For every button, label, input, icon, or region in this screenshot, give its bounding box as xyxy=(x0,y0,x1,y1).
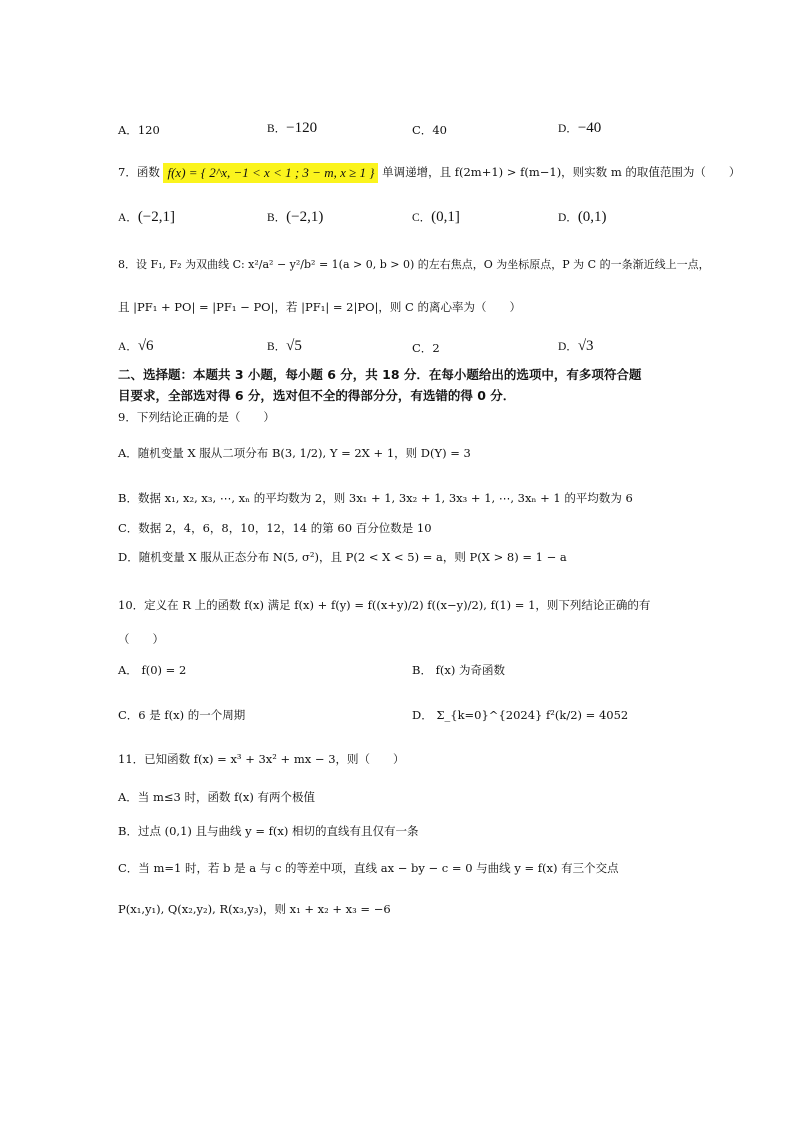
q7-option-c: C．(0,1] xyxy=(412,209,460,225)
q6-option-a: A．120 xyxy=(118,123,160,137)
q8-option-a: A．√6 xyxy=(118,338,154,354)
q11-option-b: B．过点 (0,1) 且与曲线 y = f(x) 相切的直线有且仅有一条 xyxy=(118,824,419,838)
q6-option-c: C．40 xyxy=(412,123,447,137)
q10-option-b: B． f(x) 为奇函数 xyxy=(412,663,505,677)
q7-option-a: A．(−2,1] xyxy=(118,209,176,225)
q10-stem: 10．定义在 R 上的函数 f(x) 满足 f(x) + f(y) = f((x+y)/2) f((x−y)/2), f(1) = 1，则下列结论正确的有 xyxy=(118,598,651,612)
q9-option-c: C．数据 2，4，6，8，10，12，14 的第 60 百分位数是 10 xyxy=(118,521,432,535)
q6-option-b: B．−120 xyxy=(267,120,318,136)
q8-option-d: D．√3 xyxy=(558,338,594,354)
q9-option-b: B．数据 x₁, x₂, x₃, ⋯, xₙ 的平均数为 2，则 3x₁ + 1, 3x₂ + 1, 3x₃ + 1, ⋯, 3xₙ + 1 的平均数为 6 xyxy=(118,491,633,505)
q10-stem-paren: （ ） xyxy=(118,632,164,646)
q8-option-c: C．2 xyxy=(412,341,440,355)
q9-stem: 9．下列结论正确的是（ ） xyxy=(118,410,275,424)
section2-heading-line1: 二、选择题：本题共 3 小题，每小题 6 分，共 18 分．在每小题给出的选项中，有多项符合题 xyxy=(118,367,642,382)
q10-option-d: D． Σ_{k=0}^{2024} f²(k/2) = 4052 xyxy=(412,708,629,722)
q8-option-b: B．√5 xyxy=(267,338,302,354)
q11-option-a: A．当 m≤3 时，函数 f(x) 有两个极值 xyxy=(118,790,315,804)
q10-option-a: A． f(0) = 2 xyxy=(118,663,187,677)
q10-option-c: C．6 是 f(x) 的一个周期 xyxy=(118,708,246,722)
section2-heading-line2: 目要求，全部选对得 6 分，选对但不全的得部分分，有选错的得 0 分． xyxy=(118,388,516,403)
q8-stem-line2: 且 |PF₁ + PO| = |PF₁ − PO|，若 |PF₁| = 2|PO|，则 C 的离心率为（ ） xyxy=(118,300,521,314)
q11-stem: 11．已知函数 f(x) = x³ + 3x² + mx − 3，则（ ） xyxy=(118,752,405,766)
q11-option-c-line2: P(x₁,y₁), Q(x₂,y₂), R(x₃,y₃)，则 x₁ + x₂ + x₃ = −6 xyxy=(118,902,391,916)
q9-option-a: A．随机变量 X 服从二项分布 B(3, 1/2), Y = 2X + 1，则 D(Y) = 3 xyxy=(118,446,471,460)
q11-option-c-line1: C．当 m=1 时，若 b 是 a 与 c 的等差中项，直线 ax − by − c = 0 与曲线 y = f(x) 有三个交点 xyxy=(118,861,619,875)
q7-stem: 7．函数 f(x) = { 2^x, −1 < x < 1 ; 3 − m, x ≥ 1 } 单调递增，且 f(2m+1) > f(m−1)，则实数 m 的取值范围为（ ） xyxy=(118,154,740,190)
q9-option-d: D．随机变量 X 服从正态分布 N(5, σ²)，且 P(2 < X < 5) = a，则 P(X > 8) = 1 − a xyxy=(118,550,567,564)
q6-option-d: D．−40 xyxy=(558,120,602,136)
q7-piecewise-function: f(x) = { 2^x, −1 < x < 1 ; 3 − m, x ≥ 1 } xyxy=(163,163,378,183)
q7-option-b: B．(−2,1) xyxy=(267,209,324,225)
q7-option-d: D．(0,1) xyxy=(558,209,607,225)
q8-stem-line1: 8．设 F₁, F₂ 为双曲线 C: x²/a² − y²/b² = 1(a > 0, b > 0) 的左右焦点，O 为坐标原点，P 为 C 的一条渐近线上一点， xyxy=(118,258,710,271)
